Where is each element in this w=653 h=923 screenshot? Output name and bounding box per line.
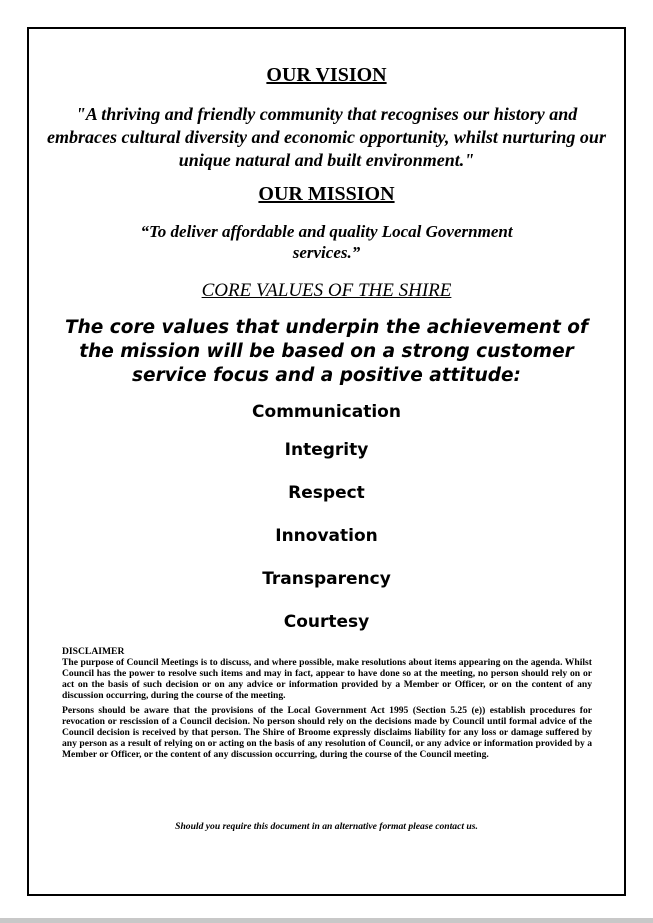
core-values-title: CORE VALUES OF THE SHIRE bbox=[201, 280, 452, 301]
core-values-intro: The core values that underpin the achievement of the mission will be based on a strong customer service focus and a positive attitude: bbox=[64, 317, 588, 386]
vision-statement: "A thriving and friendly community that recognises our history and embraces cultural diversity and economic opportunity, whilst nurturing our unique natural and built environment." bbox=[47, 104, 606, 170]
core-value-integrity: Integrity bbox=[284, 440, 369, 460]
mission-title: OUR MISSION bbox=[258, 183, 395, 205]
disclaimer bbox=[62, 646, 592, 764]
disclaimer-paragraph: Persons should be aware that the provisions of the Local Government Act 1995 (Section 5.25 (e)) establish procedures for revocation or rescission of a Council decision. No person should rely on the decisions made by Council until formal advice of the Council decision is received by that person. The Shire of Broome expressly disclaims liability for any loss or damage suffered by any person as a result of relying on or acting on the basis of any resolution of Council, or any advice or information provided by a Member or Officer, or the content of any discussion occurring, during the course of the Council meeting. bbox=[62, 705, 592, 760]
core-value-communication: Communication bbox=[252, 402, 401, 422]
disclaimer-heading: DISCLAIMER bbox=[62, 646, 125, 657]
vision-title: OUR VISION bbox=[266, 64, 387, 86]
page-bottom-edge bbox=[0, 918, 653, 923]
core-value-transparency: Transparency bbox=[262, 569, 391, 589]
core-value-innovation: Innovation bbox=[275, 526, 378, 546]
mission-statement: “To deliver affordable and quality Local Government services.” bbox=[140, 222, 513, 262]
disclaimer-paragraph: The purpose of Council Meetings is to discuss, and where possible, make resolutions about items appearing on the agenda. Whilst Council has the power to resolve such items and may in fact, appear to have done so at the meeting, no person should rely on or act on the basis of such decision or on any advice or information provided by a Member or Officer, or on the content of any discussion occurring, during the course of the meeting. bbox=[62, 657, 592, 701]
core-value-courtesy: Courtesy bbox=[283, 612, 370, 632]
alternative-format-note: Should you require this document in an alternative format please contact us. bbox=[175, 821, 478, 832]
core-value-respect: Respect bbox=[288, 483, 365, 503]
